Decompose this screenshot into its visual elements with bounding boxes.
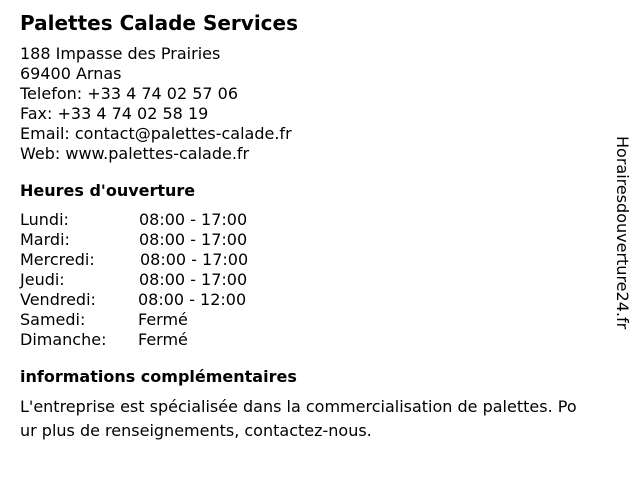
time-value: 08:00 - 17:00 [139,210,248,229]
time-value: 08:00 - 12:00 [138,290,247,309]
info-description: L'entreprise est spécialisée dans la commercialisation de palettes. Pour plus de renseignements, contactez-nous. [20,397,577,440]
time-value: Fermé [138,330,188,349]
brand-watermark-text: Horairesdouverture24.fr [613,136,632,330]
company-name: Palettes Calade Services [20,11,299,35]
hours-row-sunday [20,330,600,350]
hours-row-saturday [20,310,600,330]
day-label: Samedi: [20,310,86,329]
day-label: Dimanche: [20,330,107,349]
info-heading: informations complémentaires [20,367,297,386]
day-label: Jeudi: [20,270,65,289]
phone-number: Telefon: +33 4 74 02 57 06 [20,84,239,103]
hours-row-wednesday [20,250,600,270]
email-address: Email: contact@palettes-calade.fr [20,124,292,143]
postal-city: 69400 Arnas [20,64,122,83]
time-value: Fermé [138,310,188,329]
day-label: Mercredi: [20,250,95,269]
hours-row-thursday [20,270,600,290]
fax-number: Fax: +33 4 74 02 58 19 [20,104,209,123]
street-address: 188 Impasse des Prairies [20,44,221,63]
day-label: Lundi: [20,210,69,229]
brand-watermark [610,136,634,372]
day-label: Vendredi: [20,290,96,309]
hours-heading: Heures d'ouverture [20,181,196,200]
address-block [20,44,600,164]
hours-row-monday [20,210,600,230]
business-card [20,10,600,443]
day-label: Mardi: [20,230,70,249]
hours-row-tuesday [20,230,600,250]
website-address: Web: www.palettes-calade.fr [20,144,250,163]
time-value: 08:00 - 17:00 [139,230,248,249]
time-value: 08:00 - 17:00 [139,270,248,289]
time-value: 08:00 - 17:00 [140,250,249,269]
hours-row-friday [20,290,600,310]
hours-table [20,210,600,350]
